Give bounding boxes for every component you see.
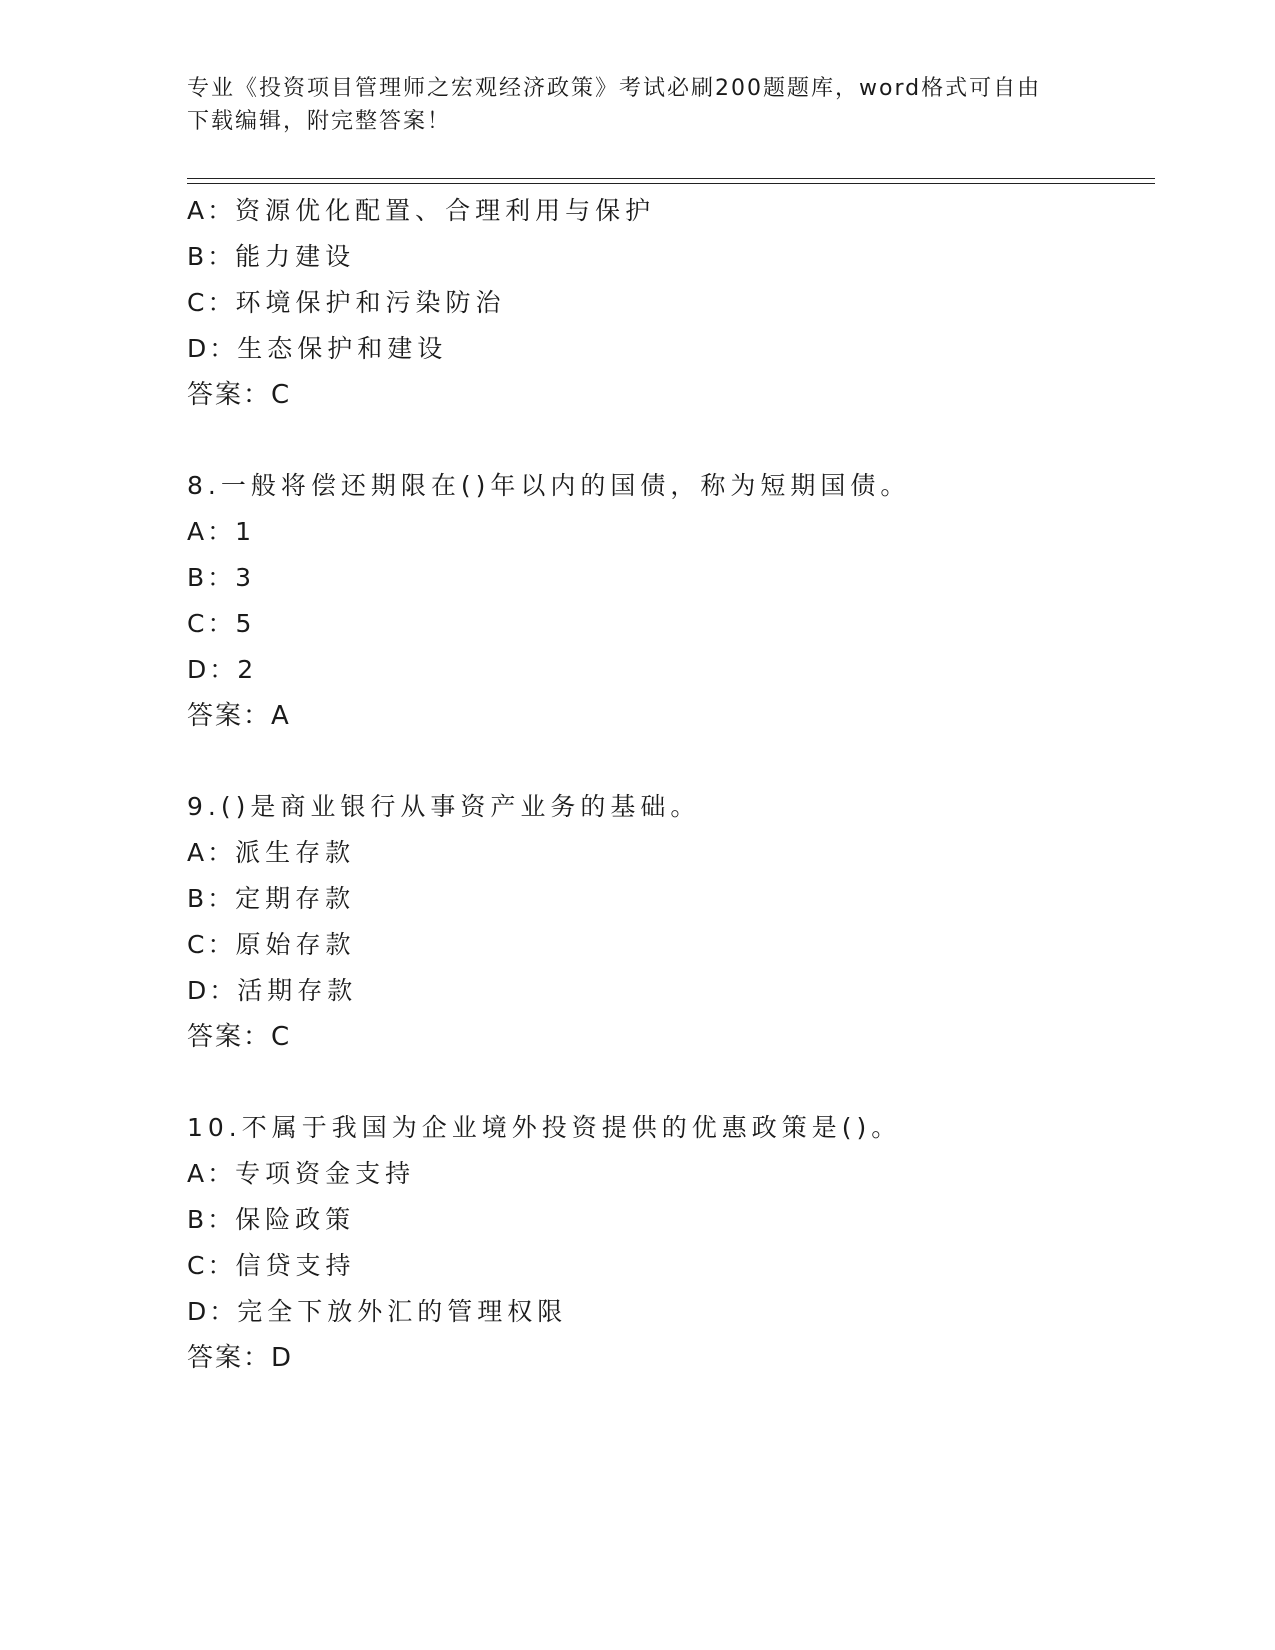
header-line-1: 专业《投资项目管理师之宏观经济政策》考试必刷200题题库，word格式可自由 [187, 76, 1042, 101]
option-b: B：定期存款 [187, 884, 356, 913]
question-text: 8.一般将偿还期限在()年以内的国债，称为短期国债。 [187, 471, 911, 500]
option-c: C：5 [187, 609, 257, 638]
option-b: B：3 [187, 563, 257, 592]
answer-line: 答案：C [187, 380, 292, 410]
option-a: A：专项资金支持 [187, 1159, 416, 1188]
option-c: C：环境保护和污染防治 [187, 288, 506, 317]
option-d: D：活期存款 [187, 976, 358, 1005]
question-block-10 [187, 1105, 1155, 1381]
option-b: B：能力建设 [187, 242, 356, 271]
option-a: A：派生存款 [187, 838, 356, 867]
answer-line: 答案：D [187, 1343, 294, 1373]
header-line-2: 下载编辑，附完整答案！ [187, 109, 452, 134]
header-rule-top [187, 178, 1155, 179]
option-d: D：2 [187, 655, 259, 684]
option-a: A：资源优化配置、合理利用与保护 [187, 196, 656, 225]
question-block-7 [187, 188, 1155, 418]
question-block-9 [187, 784, 1155, 1060]
option-d: D：生态保护和建设 [187, 334, 448, 363]
question-block-8 [187, 463, 1155, 739]
answer-line: 答案：C [187, 1022, 292, 1052]
question-list [187, 188, 1155, 1381]
answer-line: 答案：A [187, 701, 291, 731]
question-text: 10.不属于我国为企业境外投资提供的优惠政策是()。 [187, 1113, 902, 1142]
option-a: A：1 [187, 517, 257, 546]
question-text: 9.()是商业银行从事资产业务的基础。 [187, 792, 701, 821]
option-d: D：完全下放外汇的管理权限 [187, 1297, 568, 1326]
option-b: B：保险政策 [187, 1205, 356, 1234]
document-header [187, 72, 1087, 138]
header-rule-bottom [187, 183, 1155, 184]
option-c: C：信贷支持 [187, 1251, 356, 1280]
option-c: C：原始存款 [187, 930, 356, 959]
